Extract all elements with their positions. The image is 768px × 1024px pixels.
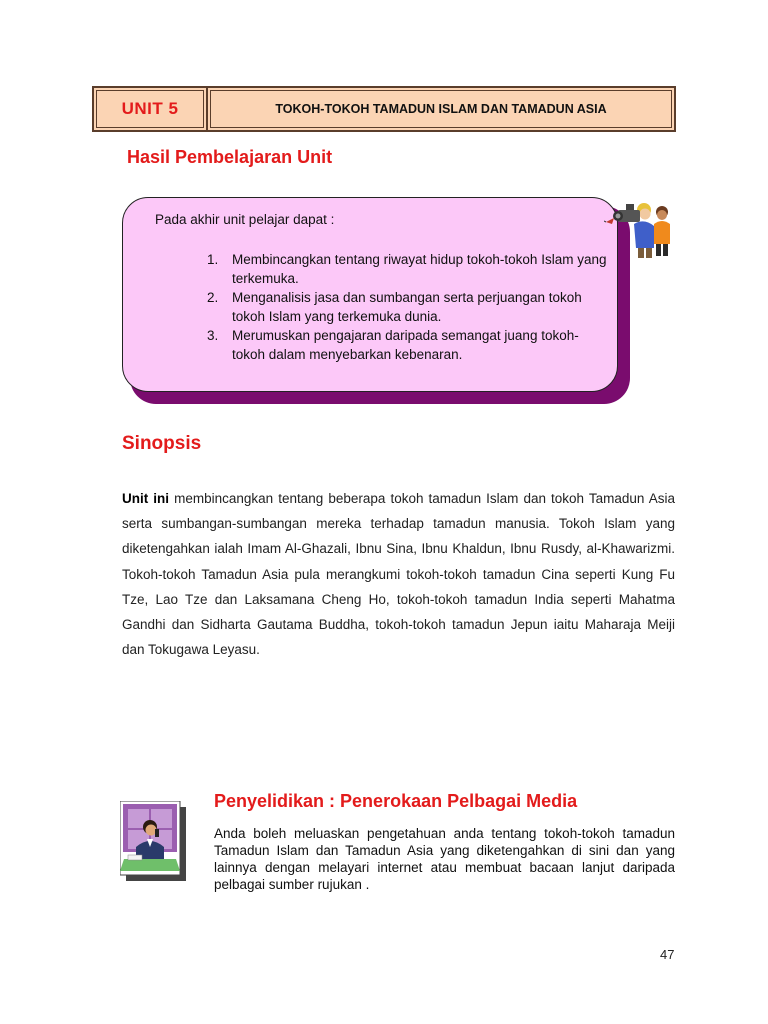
research-paragraph: Anda boleh meluaskan pengetahuan anda tentang tokoh-tokoh tamadun Tamadun Islam dan Tamadun Asia yang diketengahkan di sini dan yang lainnya dengan melayari internet atau membuat bacaan lanjut daripada pelbagai sumber rujukan . [214, 826, 675, 892]
outcome-item [207, 326, 607, 364]
outcome-number: 1. [207, 252, 219, 267]
outcomes-list [207, 250, 607, 364]
research-heading: Penyelidikan : Penerokaan Pelbagai Media [214, 791, 578, 811]
synopsis-heading: Sinopsis [122, 433, 202, 454]
outcomes-intro: Pada akhir unit pelajar dapat : [155, 212, 335, 227]
synopsis-body: membincangkan tentang beberapa tokoh tamadun Islam dan tokoh Tamadun Asia serta sumbangan-sumbangan mereka terhadap tamadun manusia. Tokoh Islam yang diketengahkan ialah Imam Al-Ghazali, Ibnu Sina, Ibnu Khaldun, Ibnu Rusdy, al-Khawarizmi. Tokoh-tokoh Tamadun Asia pula merangkumi tokoh-tokoh tamadun Cina seperti Kung Fu Tze, Lao Tze dan Laksamana Cheng Ho, tokoh-tokoh tamadun India seperti Mahatma Gandhi dan Sidharta Gautama Buddha, tokoh-tokoh tamadun Jepun iaitu Maharaja Meiji dan Tokugawa Leyasu. [122, 491, 675, 658]
synopsis-paragraph [122, 486, 675, 662]
businessman-on-phone-icon [120, 801, 186, 881]
outcome-text: Merumuskan pengajaran daripada semangat juang tokoh-tokoh dalam menyebarkan kebenaran. [232, 328, 579, 362]
page-number: 47 [660, 947, 675, 962]
camera-crew-icon [604, 196, 676, 260]
outcome-number: 2. [207, 290, 219, 305]
outcome-text: Membincangkan tentang riwayat hidup tokoh-tokoh Islam yang terkemuka. [232, 252, 607, 286]
unit-label: UNIT 5 [94, 88, 208, 130]
synopsis-lead: Unit ini [122, 491, 170, 506]
outcome-item [207, 250, 607, 288]
unit-title: TOKOH-TOKOH TAMADUN ISLAM DAN TAMADUN ASIA [208, 88, 674, 130]
outcomes-box [122, 197, 618, 392]
unit-header [92, 86, 676, 132]
outcomes-heading: Hasil Pembelajaran Unit [127, 147, 333, 167]
outcome-number: 3. [207, 328, 219, 343]
outcome-item [207, 288, 607, 326]
outcome-text: Menganalisis jasa dan sumbangan serta perjuangan tokoh tokoh Islam yang terkemuka dunia. [232, 290, 582, 324]
